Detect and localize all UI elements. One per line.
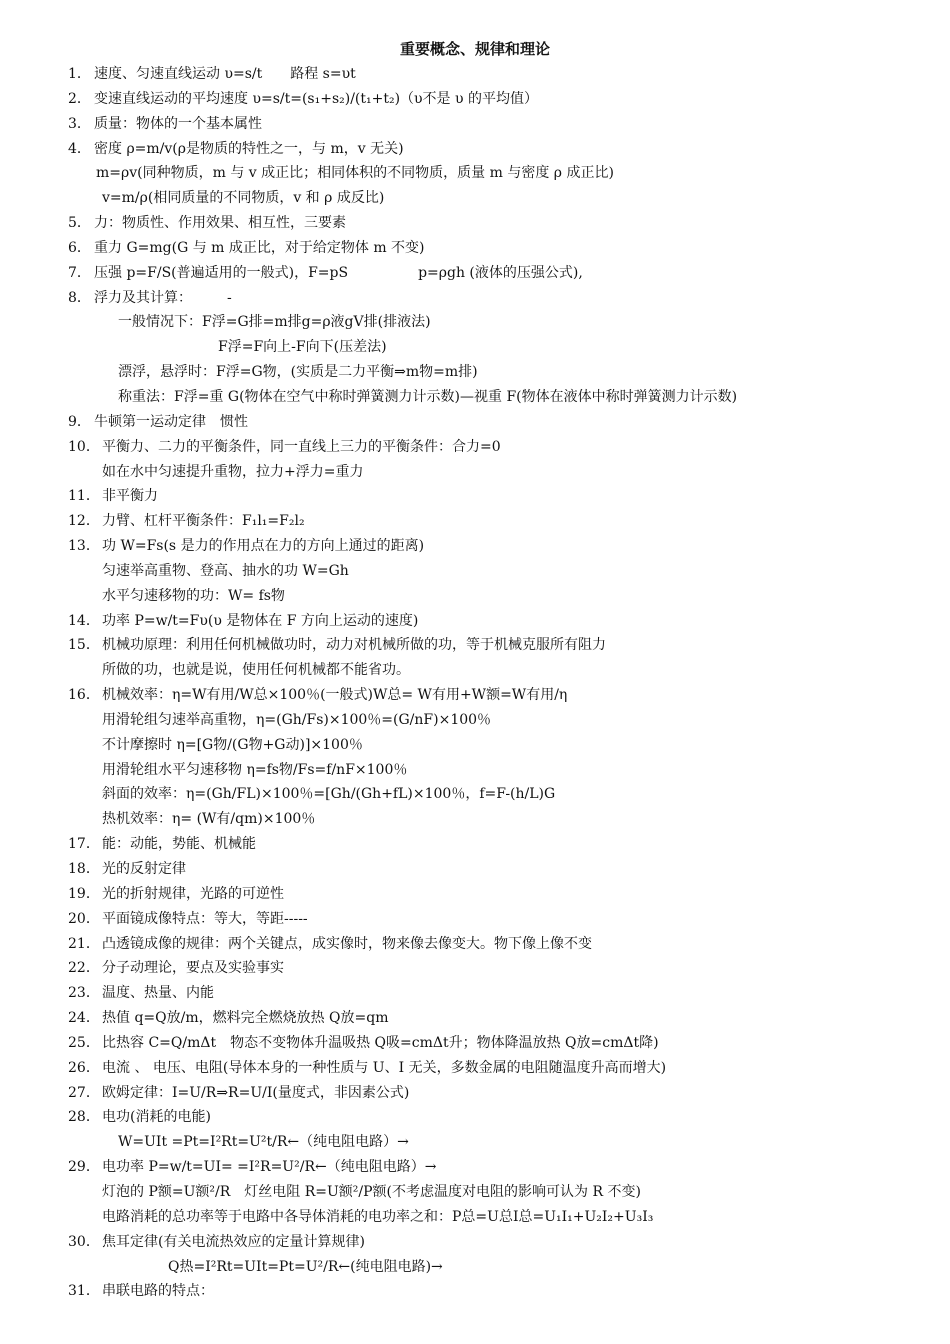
item-text: 能：动能，势能、机械能	[102, 836, 256, 853]
item-number: 25．	[68, 1034, 100, 1051]
text-line	[0, 758, 950, 783]
text-line	[0, 733, 950, 758]
item-text: 串联电路的特点：	[102, 1283, 214, 1300]
text-line	[0, 186, 950, 211]
text-line	[0, 261, 950, 286]
item-number: 10．	[68, 438, 100, 455]
text-line	[0, 807, 950, 832]
item-number: 24．	[68, 1010, 100, 1027]
item-text: 温度、热量、内能	[102, 985, 214, 1002]
item-text: 漂浮，悬浮时：F浮=G物，(实质是二力平衡⇒m物=m排)	[118, 364, 478, 381]
text-line	[0, 460, 950, 485]
text-line	[0, 1155, 950, 1180]
text-line	[0, 509, 950, 534]
item-text: 力臂、杠杆平衡条件：F₁l₁=F₂l₂	[102, 513, 305, 530]
text-line	[0, 1205, 950, 1230]
item-number: 20．	[68, 910, 100, 927]
text-line	[0, 857, 950, 882]
item-text: 比热容 C=Q/mΔt 物态不变物体升温吸热 Q吸=cmΔt升；物体降温放热 Q放=cmΔt降)	[102, 1034, 659, 1051]
text-line	[0, 782, 950, 807]
item-text: 水平匀速移物的功：W= fs物	[102, 587, 285, 604]
item-number: 23．	[68, 985, 100, 1002]
item-text: m=ρv(同种物质，m 与 v 成正比；相同体积的不同物质，质量 m 与密度 ρ 成正比)	[96, 165, 614, 182]
item-text: 平面镜成像特点：等大，等距-----	[102, 910, 308, 927]
item-text: 斜面的效率：η=(Gh/FL)×100％=[Gh/(Gh+fL)×100％，f=F-(h/L)G	[102, 786, 556, 803]
item-number: 8．	[68, 289, 91, 306]
item-text: 速度、匀速直线运动 υ=s/t 路程 s=υt	[94, 66, 356, 82]
item-text: 功率 P=w/t=Fυ(υ 是物体在 F 方向上运动的速度)	[102, 612, 419, 629]
item-number: 5．	[68, 215, 91, 232]
item-text: 热值 q=Q放/m，燃料完全燃烧放热 Q放=qm	[102, 1010, 389, 1027]
item-text: 机械功原理：利用任何机械做功时，动力对机械所做的功，等于机械克服所有阻力	[102, 637, 606, 654]
item-number: 11．	[68, 488, 100, 505]
text-line	[0, 435, 950, 460]
item-text: F浮=F向上-F向下(压差法)	[218, 339, 387, 356]
item-number: 28．	[68, 1109, 100, 1126]
text-line	[0, 534, 950, 559]
item-text: 不计摩擦时 η=[G物/(G物+G动)]×100％	[102, 736, 363, 753]
item-text: 牛顿第一运动定律 惯性	[94, 413, 248, 430]
item-text: 平衡力、二力的平衡条件，同一直线上三力的平衡条件：合力=0	[102, 438, 501, 455]
item-text: 重力 G=mg(G 与 m 成正比，对于给定物体 m 不变)	[94, 239, 425, 256]
text-line	[0, 1006, 950, 1031]
text-line	[0, 62, 950, 87]
item-text: 非平衡力	[102, 488, 158, 505]
text-line	[0, 559, 950, 584]
text-line	[0, 335, 950, 360]
item-text: v=m/ρ(相同质量的不同物质，v 和 ρ 成反比)	[102, 190, 385, 207]
item-text: 匀速举高重物、登高、抽水的功 W=Gh	[102, 562, 349, 579]
item-text: 称重法：F浮=重 G(物体在空气中称时弹簧测力计示数)—视重 F(物体在液体中称时弹簧测力计示数)	[118, 388, 738, 405]
item-text: 灯泡的 P额=U额²/R 灯丝电阻 R=U额²/P额(不考虑温度对电阻的影响可认为 R 不变)	[102, 1183, 641, 1200]
item-number: 15．	[68, 637, 100, 654]
text-line	[0, 981, 950, 1006]
item-text: 一般情况下：F浮=G排=m排g=ρ液gV排(排液法)	[118, 314, 431, 331]
item-text: 欧姆定律：I=U/R⇒R=U/I(量度式，非因素公式)	[102, 1084, 410, 1101]
item-text: 热机效率：η= (W有/qm)×100％	[102, 811, 316, 828]
item-number: 14．	[68, 612, 100, 629]
item-text: 密度 ρ=m/v(ρ是物质的特性之一，与 m，v 无关)	[94, 140, 404, 157]
item-number: 21．	[68, 935, 100, 952]
item-text: 电路消耗的总功率等于电路中各导体消耗的电功率之和：P总=U总I总=U₁I₁+U₂I₂+U₃I₃	[102, 1208, 654, 1225]
item-text: 所做的功，也就是说，使用任何机械都不能省功。	[102, 662, 410, 679]
text-line	[0, 236, 950, 261]
text-line	[0, 1105, 950, 1130]
text-line	[0, 1130, 950, 1155]
item-number: 7．	[68, 264, 91, 281]
item-text: 分子动理论，要点及实验事实	[102, 960, 284, 977]
item-number: 29．	[68, 1159, 100, 1176]
item-text: 如在水中匀速提升重物，拉力+浮力=重力	[102, 463, 364, 480]
text-line	[0, 1081, 950, 1106]
item-text: 电功率 P=w/t=UI= =I²R=U²/R←（纯电阻电路）→	[102, 1159, 437, 1176]
text-line	[0, 633, 950, 658]
item-number: 6．	[68, 239, 91, 256]
text-line	[0, 882, 950, 907]
item-number: 30．	[68, 1233, 100, 1250]
item-number: 3．	[68, 115, 91, 132]
page-title: 重要概念、规律和理论	[399, 40, 550, 58]
text-line	[0, 1056, 950, 1081]
text-line	[0, 907, 950, 932]
text-line	[0, 609, 950, 634]
item-number: 27．	[68, 1084, 100, 1101]
text-line	[0, 87, 950, 112]
item-text: 质量：物体的一个基本属性	[94, 115, 262, 132]
item-text: 机械效率：η=W有用/W总×100％(一般式)W总= W有用+W额=W有用/η	[102, 687, 568, 704]
item-number: 4．	[68, 140, 91, 157]
item-text: 用滑轮组水平匀速移物 η=fs物/Fs=f/nF×100％	[102, 761, 408, 778]
item-text: 光的折射规律，光路的可逆性	[102, 885, 284, 902]
text-line	[0, 211, 950, 236]
item-text: 用滑轮组匀速举高重物，η=(Gh/Fs)×100％=(G/nF)×100％	[102, 711, 492, 728]
text-line	[0, 658, 950, 683]
item-number: 26．	[68, 1059, 100, 1076]
text-line	[0, 584, 950, 609]
item-text: 压强 p=F/S(普遍适用的一般式)，F=pS p=ρgh (液体的压强公式),	[94, 264, 583, 281]
item-number: 17．	[68, 836, 100, 853]
text-line	[0, 410, 950, 435]
text-line	[0, 956, 950, 981]
item-text: 力：物质性、作用效果、相互性，三要素	[94, 215, 346, 232]
text-line	[0, 683, 950, 708]
text-line	[0, 1255, 950, 1280]
item-number: 1．	[68, 66, 91, 82]
text-line	[0, 708, 950, 733]
text-line	[0, 137, 950, 162]
text-line	[0, 1180, 950, 1205]
item-number: 19．	[68, 885, 100, 902]
text-line	[0, 360, 950, 385]
item-text: W=UIt =Pt=I²Rt=U²t/R←（纯电阻电路）→	[118, 1134, 409, 1151]
item-number: 16．	[68, 687, 100, 704]
item-text: 焦耳定律(有关电流热效应的定量计算规律)	[102, 1233, 365, 1250]
content-lines	[0, 62, 950, 1304]
text-line	[0, 286, 950, 311]
text-line	[0, 932, 950, 957]
text-line	[0, 1230, 950, 1255]
item-number: 2．	[68, 90, 91, 107]
text-line	[0, 310, 950, 335]
text-line	[0, 385, 950, 410]
item-text: 浮力及其计算： -	[94, 289, 232, 306]
item-number: 18．	[68, 861, 100, 877]
item-text: 电流 、 电压、电阻(导体本身的一种性质与 U、I 无关，多数金属的电阻随温度升高而增大)	[102, 1059, 667, 1076]
item-text: Q热=I²Rt=UIt=Pt=U²/R←(纯电阻电路)→	[168, 1258, 443, 1275]
item-number: 9．	[68, 413, 91, 430]
text-line	[0, 112, 950, 137]
item-text: 变速直线运动的平均速度 υ=s/t=(s₁+s₂)/(t₁+t₂)（υ不是 υ 的平均值）	[94, 90, 538, 107]
item-text: 电功(消耗的电能)	[102, 1109, 211, 1126]
item-text: 凸透镜成像的规律：两个关键点，成实像时，物来像去像变大。物下像上像不变	[102, 935, 592, 952]
item-number: 22．	[68, 960, 100, 977]
text-line	[0, 161, 950, 186]
item-number: 12．	[68, 513, 100, 530]
text-line	[0, 832, 950, 857]
item-number: 31．	[68, 1283, 100, 1300]
text-line	[0, 1031, 950, 1056]
item-text: 功 W=Fs(s 是力的作用点在力的方向上通过的距离)	[102, 538, 425, 555]
text-line	[0, 484, 950, 509]
item-number: 13．	[68, 538, 100, 555]
item-text: 光的反射定律	[102, 861, 186, 877]
text-line	[0, 1279, 950, 1304]
